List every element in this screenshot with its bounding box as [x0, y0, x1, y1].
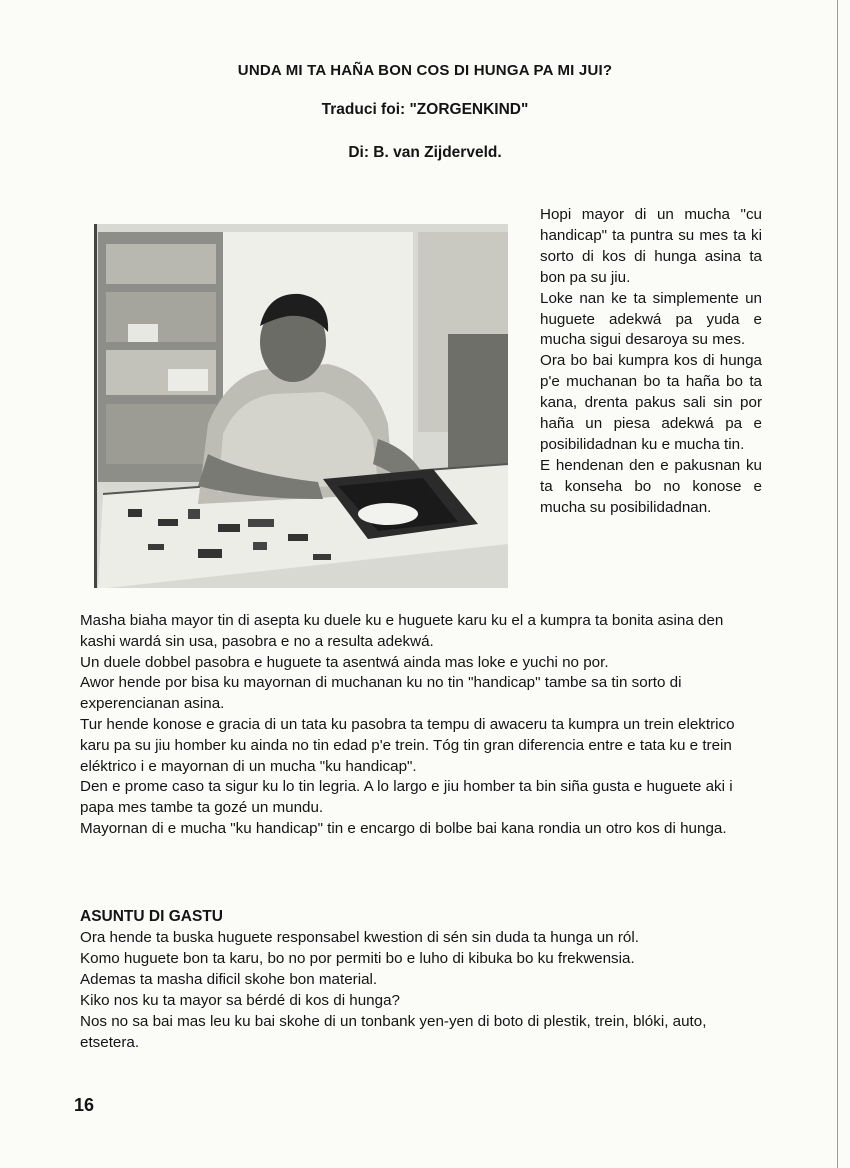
body-paragraph: Masha biaha mayor tin di asepta ku duele ku e huguete karu ku el a kumpra ta bonita asina den kashi wardá sin usa, pasobra e no a resulta adekwá. — [80, 612, 724, 650]
translation-credit: Traduci foi: "ZORGENKIND" — [321, 101, 529, 118]
body-paragraph: Tur hende konose e gracia di un tata ku pasobra ta tempu di awaceru ta kumpra un trein elektrico karu pa su jiu homber ku ainda no tin edad p'e trein. Tóg tin gran diferencia entre e tata ku e trein eléktrico i e mayornan di un mucha "ku handicap". — [80, 715, 735, 775]
section-paragraph: Nos no sa bai mas leu ku bai skohe di un tonbank yen-yen di boto di plestik, trein, blóki, auto, etsetera. — [80, 1013, 707, 1051]
cost-section — [80, 906, 756, 1053]
side-column-text — [540, 205, 762, 519]
main-body-text — [80, 611, 756, 840]
body-paragraph: Mayornan di e mucha "ku handicap" tin e encargo di bolbe bai kana rondia un otro kos di hunga. — [80, 819, 727, 837]
body-paragraph: Den e prome caso ta sigur ku lo tin legria. A lo largo e jiu homber ta bin siña gusta e huguete aki i papa mes tambe ta gozé un mundu. — [80, 778, 733, 817]
side-paragraph: Loke nan ke ta simplemente un huguete adekwá pa yuda e mucha sigui desaroya su mes. — [540, 289, 762, 349]
section-heading: ASUNTU DI GASTU — [80, 908, 223, 925]
page-number: 16 — [74, 1095, 95, 1115]
article-title: UNDA MI TA HAÑA BON COS DI HUNGA PA MI JUI? — [237, 62, 613, 79]
section-paragraph: Kiko nos ku ta mayor sa bérdé di kos di hunga? — [80, 992, 400, 1009]
body-paragraph: Un duele dobbel pasobra e huguete ta asentwá ainda mas loke e yuchi no por. — [80, 653, 609, 671]
section-paragraph: Komo huguete bon ta karu, bo no por permiti bo e luho di kibuka bo ku frekwensia. — [80, 950, 635, 967]
author-credit: Di: B. van Zijderveld. — [348, 144, 502, 161]
photo-boy-playing-with-puzzle — [88, 224, 508, 588]
page-edge-line — [837, 0, 838, 1168]
section-paragraph: Ora hende ta buska huguete responsabel kwestion di sén sin duda ta hunga un ról. — [80, 929, 639, 946]
side-paragraph: E hendenan den e pakusnan ku ta konseha bo no konose e mucha su posibilidadnan. — [540, 456, 762, 516]
side-paragraph: Hopi mayor di un mucha "cu handicap" ta puntra su mes ta ki sorto di kos di hunga asina ta bon pa su jiu. — [540, 206, 762, 286]
section-paragraph: Ademas ta masha dificil skohe bon material. — [80, 971, 378, 988]
body-paragraph: Awor hende por bisa ku mayornan di muchanan ku no tin "handicap" tambe sa tin sorto di experencianan asina. — [80, 674, 682, 713]
side-paragraph: Ora bo bai kumpra kos di hunga p'e muchanan bo ta haña bo ta kana, drenta pakus sali sin por haña un piesa adekwá pa e posibilidadnan ku e mucha tin. — [540, 352, 762, 453]
